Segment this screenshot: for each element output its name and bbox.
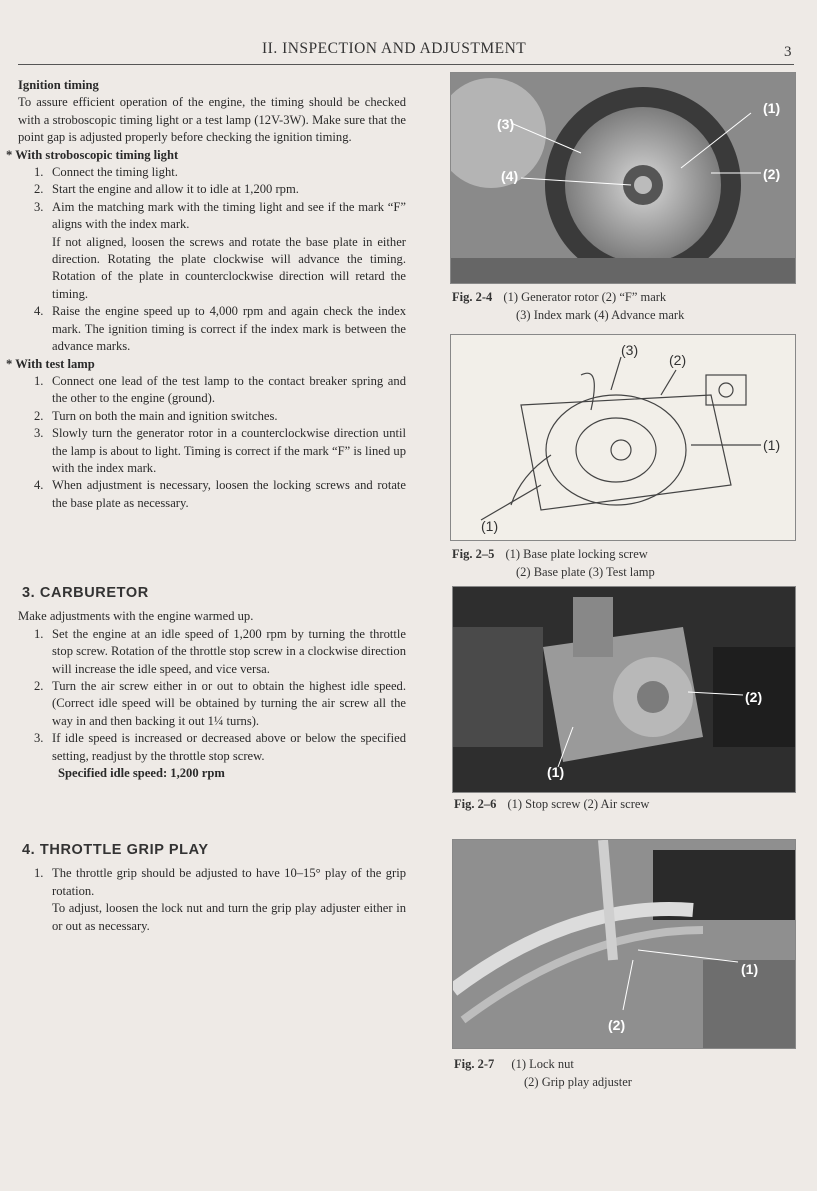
section-header: II. INSPECTION AND ADJUSTMENT <box>262 40 527 57</box>
list-item: 1. Set the engine at an idle speed of 1,200 rpm by turning the throttle stop screw. Rotation of the throttle stop screw in a clockwise direction will increase the idle speed, and vice versa. <box>34 626 406 676</box>
list-item: 4. Raise the engine speed up to 4,000 rpm and again check the index mark. The ignition timing is correct if the index mark is between the advance marks. <box>34 304 406 354</box>
fig-2-4-caption: Fig. 2-4 (1) Generator rotor (2) “F” mark (3) Index mark (4) Advance mark <box>452 290 685 322</box>
carburetor-intro: Make adjustments with the engine warmed up. <box>18 609 254 624</box>
fig-2-4-callout-3: (3) <box>497 116 515 132</box>
list-item: 1. Connect the timing light. <box>34 165 178 180</box>
list-item: To adjust, loosen the lock nut and turn the grip play adjuster either in or out as necessary. <box>52 901 406 933</box>
fig-2-6-callout-1: (1) <box>547 764 565 780</box>
list-item: 4. When adjustment is necessary, loosen the locking screws and rotate the base plate as necessary. <box>34 478 406 510</box>
fig-2-5-callout-2: (2) <box>669 352 687 368</box>
list-item: 2. Start the engine and allow it to idle at 1,200 rpm. <box>34 182 299 197</box>
lamp-heading: * With test lamp <box>6 356 95 371</box>
list-item: 3. Aim the matching mark with the timing light and see if the mark “F” aligns with the index mark. <box>34 199 406 232</box>
carburetor-section <box>18 585 406 782</box>
ignition-timing-section <box>6 77 406 512</box>
throttle-steps <box>18 865 406 935</box>
carburetor-steps <box>18 626 406 765</box>
throttle-heading: 4. THROTTLE GRIP PLAY <box>22 842 209 858</box>
list-item: 3. If idle speed is increased or decreased above or below the specified setting, readjust by the throttle stop screw. <box>34 731 406 763</box>
strobe-heading: * With stroboscopic timing light <box>6 147 179 162</box>
fig-2-5-callout-1b: (1) <box>481 518 499 534</box>
throttle-section <box>18 842 406 935</box>
list-item: 2. Turn on both the main and ignition switches. <box>34 408 278 423</box>
fig-2-5-callout-1a: (1) <box>763 437 781 453</box>
fig-2-7-callout-1: (1) <box>741 961 759 977</box>
fig-2-7-photo <box>452 839 796 1049</box>
fig-2-6-photo <box>452 586 796 793</box>
strobe-steps <box>18 164 406 355</box>
page-number: 3 <box>784 44 792 60</box>
fig-2-4-callout-4: (4) <box>501 168 519 184</box>
specified-idle-speed: Specified idle speed: 1,200 rpm <box>58 766 225 781</box>
fig-2-6-caption: Fig. 2–6 (1) Stop screw (2) Air screw <box>454 797 650 811</box>
list-item: If not aligned, loosen the screws and rotate the base plate in either direction. Rotating the plate clockwise will advance the timing. Rotation of the plate in counterclockwise direction will retard the timing. <box>52 234 406 301</box>
fig-2-4-label: Fig. 2-4 <box>452 290 493 304</box>
fig-2-6-label: Fig. 2–6 <box>454 797 497 811</box>
carburetor-heading: 3. CARBURETOR <box>22 585 149 601</box>
list-item: 2. Turn the air screw either in or out to obtain the highest idle speed. (Correct idle speed will be obtained by turning the air screw all the way in and then backing it out 1¼ turns). <box>34 679 406 728</box>
list-item: 3. Slowly turn the generator rotor in a counterclockwise direction until the lamp is about to light. Timing is correct if the mark “F” is lined up with the index mark. <box>34 426 406 475</box>
fig-2-4-callout-2: (2) <box>763 166 781 182</box>
ignition-intro: To assure efficient operation of the engine, the timing should be checked with a stroboscopic timing light or a test lamp (12V-3W). Make sure that the point gap is adjusted properly before checking the ignition timing. <box>18 95 406 145</box>
lamp-steps <box>18 373 406 512</box>
fig-2-4-photo <box>450 72 796 284</box>
fig-2-6-callout-2: (2) <box>745 689 763 705</box>
fig-2-7-callout-2: (2) <box>608 1017 626 1033</box>
fig-2-5-caption: Fig. 2–5 (1) Base plate locking screw (2) Base plate (3) Test lamp <box>452 547 655 579</box>
fig-2-5-label: Fig. 2–5 <box>452 547 495 561</box>
list-item: 1. The throttle grip should be adjusted to have 10–15° play of the grip rotation. <box>34 866 406 898</box>
list-item: 1. Connect one lead of the test lamp to the contact breaker spring and the other to the engine (ground). <box>34 373 406 406</box>
header-rule <box>18 64 794 65</box>
ignition-heading: Ignition timing <box>18 78 99 92</box>
fig-2-7-label: Fig. 2-7 <box>454 1057 495 1071</box>
fig-2-5-drawing <box>450 334 796 541</box>
fig-2-7-caption: Fig. 2-7 (1) Lock nut (2) Grip play adjuster <box>454 1057 632 1089</box>
fig-2-5-callout-3: (3) <box>621 342 639 358</box>
fig-2-4-callout-1: (1) <box>763 100 781 116</box>
